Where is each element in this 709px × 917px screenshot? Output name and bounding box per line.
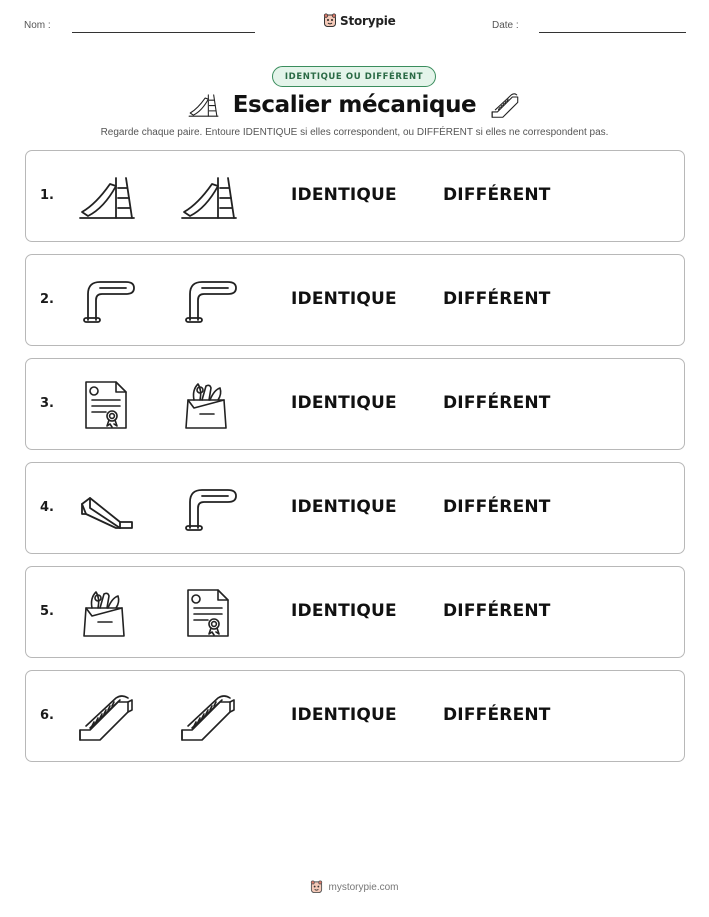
slide-icon [187,90,219,120]
item-row-1 [25,150,685,242]
storypie-mascot-icon [310,880,323,894]
escalator-icon [76,692,136,742]
item-row-2 [25,254,685,346]
handrail-icon [178,276,238,326]
option-identique[interactable]: IDENTIQUE [291,601,397,621]
handrail-icon [178,484,238,534]
escalator-icon [490,90,522,120]
item-number: 2. [40,292,54,307]
escalator-icon [178,692,238,742]
worksheet-type-badge: IDENTIQUE OU DIFFÉRENT [272,66,436,87]
option-different[interactable]: DIFFÉRENT [443,497,551,517]
option-different[interactable]: DIFFÉRENT [443,705,551,725]
brand-name: Storypie [340,13,396,28]
footer [0,880,709,894]
footer-site-link[interactable]: mystorypie.com [328,881,399,893]
option-identique[interactable]: IDENTIQUE [291,497,397,517]
option-identique[interactable]: IDENTIQUE [291,393,397,413]
item-number: 5. [40,604,54,619]
slide-icon [178,172,238,222]
page-title: Escalier mécanique [232,92,477,118]
item-number: 6. [40,708,54,723]
grocery-bag-icon [76,588,136,638]
brand-logo [323,13,396,28]
item-number: 3. [40,396,54,411]
date-line[interactable] [539,32,686,33]
item-row-6 [25,670,685,762]
slide-icon [76,172,136,222]
instructions: Regarde chaque paire. Entoure IDENTIQUE si elles correspondent, ou DIFFÉRENT si elles ne correspondent pas. [100,127,609,138]
date-label: Date : [492,20,519,31]
grocery-bag-icon [178,380,238,430]
item-number: 4. [40,500,54,515]
storypie-mascot-icon [323,13,337,28]
item-row-4 [25,462,685,554]
name-label: Nom : [24,20,51,31]
item-number: 1. [40,188,54,203]
certificate-icon [76,380,136,430]
option-different[interactable]: DIFFÉRENT [443,393,551,413]
handrail-icon [76,276,136,326]
option-identique[interactable]: IDENTIQUE [291,185,397,205]
ramp-icon [76,484,136,534]
option-identique[interactable]: IDENTIQUE [291,705,397,725]
option-different[interactable]: DIFFÉRENT [443,185,551,205]
item-row-5 [25,566,685,658]
option-different[interactable]: DIFFÉRENT [443,289,551,309]
option-identique[interactable]: IDENTIQUE [291,289,397,309]
name-line[interactable] [72,32,255,33]
option-different[interactable]: DIFFÉRENT [443,601,551,621]
title-row [0,90,709,120]
certificate-icon [178,588,238,638]
item-row-3 [25,358,685,450]
